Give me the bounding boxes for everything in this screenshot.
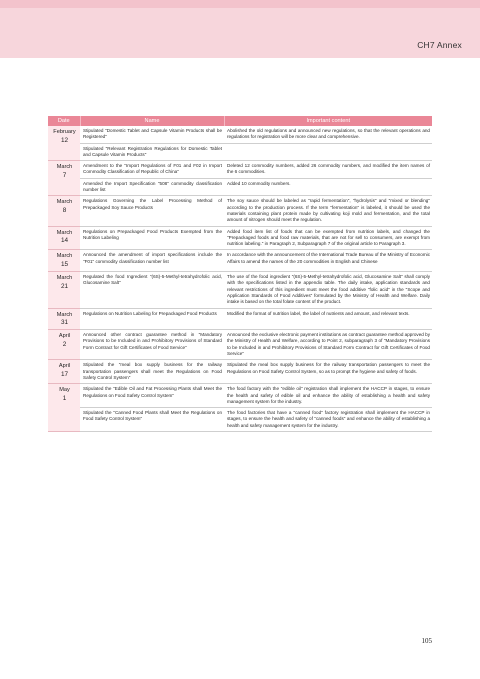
- table-row: [48, 178, 432, 196]
- content-cell: Added food item list of foods that can be exempted from nutrition labels, and changed the "Prepackaged foods and food raw materials, that are not for sell to consumers, are exempt from nutrition labeling." in Paragraph 2, Subparagraph 7 of the original article to Paragraph 3.: [224, 226, 432, 250]
- date-cell: [48, 384, 80, 432]
- date-cell: [48, 250, 80, 272]
- name-cell: Announced other contract guarantee method in "Mandatory Provisions to be Included in and Prohibitory Provisions of Standard Form Contract for Gift Certificates of Food Service": [80, 330, 224, 360]
- date-month: March: [56, 253, 73, 260]
- date-day: 15: [60, 261, 69, 269]
- date-cell: [48, 272, 80, 308]
- date-cell: [48, 161, 80, 196]
- column-header-date: Date: [48, 116, 80, 126]
- date-month: February: [53, 129, 76, 135]
- annex-table: [48, 116, 432, 432]
- content-cell: In accordance with the announcement of the International Trade Bureau of the Ministry of Economic Affairs to amend the names of the 20 commodities in English and Chinese: [224, 250, 432, 272]
- column-header-name: Name: [80, 116, 224, 126]
- name-cell: Amendment to the "Import Regulations of F01 and F02 in Import Commodity Classification of Republic of China": [80, 161, 224, 179]
- date-day: 17: [60, 370, 69, 378]
- date-cell: [48, 226, 80, 250]
- content-cell: Announced the exclusive electronic payment institutions as contract guarantee method approved by the Ministry of Health and Welfare, according to Point 2, subparagraph 3 of "Mandatory Provisions to be Included in and Prohibitory Provisions of Standard Form Contract for Gift Certificates of Food Service": [224, 330, 432, 360]
- name-cell: Announced the amendment of import specifications include the "F01" commodity classification number list: [80, 250, 224, 272]
- table-row: [48, 143, 432, 161]
- name-cell: Stipulated "Relevant Registration Regulations for Domestic Tablet and Capsule Vitamin Products": [80, 143, 224, 161]
- name-cell: Regulated the food Ingredient "(6S)-5-Methyl-tetrahydrofolic acid, Glucosamine Salt": [80, 272, 224, 308]
- date-day: 7: [62, 171, 67, 179]
- table-row: [48, 308, 432, 330]
- date-month: March: [56, 164, 73, 171]
- date-cell: [48, 308, 80, 330]
- date-day: 2: [62, 340, 67, 348]
- content-cell: [224, 143, 432, 161]
- date-month: April: [58, 333, 71, 340]
- content-cell: Abolished the old regulations and announced new regulations, so that the relevant operations and regulations for registration will be more clear and comprehensive.: [224, 126, 432, 143]
- date-month: April: [58, 363, 71, 370]
- annex-table-container: [48, 116, 432, 432]
- date-month: March: [56, 229, 73, 236]
- table-row: [48, 408, 432, 432]
- name-cell: Regulations on Nutrition Labeling for Prepackaged Food Products: [80, 308, 224, 330]
- content-cell: The use of the food ingredient "(6S)-5-Methyl-tetrahydrofolic acid, Glucosamine Salt" shall comply with the specifications listed in the appendix table. The daily intake, application standards and relevant restrictions of this ingredient must meet the food additive "folic acid" in the "Scope and Application Standards of Food Additives" formulated by the Ministry of Health and Welfare. Daily intake is based on the total folate content of the product.: [224, 272, 432, 308]
- name-cell: Stipulated the "meal box supply business for the railway transportation passengers shall meet the Regulations on Food Safety Control System": [80, 360, 224, 384]
- date-day: 31: [60, 319, 69, 327]
- name-cell: Stipulated "Domestic Tablet and Capsule Vitamin Products shall be Registered": [80, 126, 224, 143]
- table-row: [48, 250, 432, 272]
- column-header-content: Important content: [224, 116, 432, 126]
- date-cell: [48, 360, 80, 384]
- table-row: [48, 126, 432, 143]
- name-cell: Regulations on Prepackaged Food Products Exempted from the Nutrition Labeling: [80, 226, 224, 250]
- date-cell: [48, 330, 80, 360]
- date-month: March: [56, 311, 73, 318]
- table-row: [48, 226, 432, 250]
- table-row: [48, 384, 432, 408]
- header-stripe: [0, 0, 480, 8]
- name-cell: Amended the Import Specification "508" commodity classification number list: [80, 178, 224, 196]
- name-cell: Stipulated the "Edible Oil and Fat Processing Plants shall Meet the Regulations on Food Safety Control System": [80, 384, 224, 408]
- content-cell: The soy sauce should be labeled as "rapid fermentation", "hydrolysis" and "mixed or blending" according to the production process. If the term "fermentation" is labeled, it should be used the materials containing plant protein made by cultivating koji mold and fermentation, and the total amount of nitrogen should meet the regulation.: [224, 196, 432, 226]
- header-band: [0, 0, 480, 58]
- date-day: 12: [60, 136, 69, 144]
- table-row: [48, 161, 432, 179]
- name-cell: Regulations Governing the Label Processing Method of Prepackaged Soy Sauce Products: [80, 196, 224, 226]
- chapter-title: CH7 Annex: [417, 40, 462, 50]
- date-cell: [48, 196, 80, 226]
- content-cell: Modified the format of nutrition label, the label of nutrients and amount, and relevant texts.: [224, 308, 432, 330]
- date-cell: [48, 126, 80, 161]
- table-header-row: [48, 116, 432, 126]
- page-number: 105: [421, 637, 432, 645]
- date-day: 21: [60, 282, 69, 290]
- table-row: [48, 196, 432, 226]
- content-cell: Deleted 12 commodity numbers, added 26 commodity numbers, and modified the item names of the 6 commodities.: [224, 161, 432, 179]
- date-day: 14: [60, 237, 69, 245]
- date-month: March: [56, 199, 73, 206]
- content-cell: The food factories that have a "canned food" factory registration shall implement the HACCP in stages, to ensure the health and safety of "canned foods" and enhance the ability of establishing a health and safety management system for the industry.: [224, 408, 432, 432]
- content-cell: Added 10 commodity numbers.: [224, 178, 432, 196]
- date-day: 1: [62, 394, 67, 402]
- table-row: [48, 330, 432, 360]
- table-row: [48, 360, 432, 384]
- table-row: [48, 272, 432, 308]
- date-month: May: [59, 387, 70, 394]
- date-day: 8: [62, 206, 67, 214]
- name-cell: Stipulated the "Canned Food Plants shall Meet the Regulations on Food Safety Control System": [80, 408, 224, 432]
- content-cell: The food factory with the "edible oil" registration shall implement the HACCP in stages, to ensure the health and safety of edible oil and enhance the ability of establishing a health and safety management system for the industry.: [224, 384, 432, 408]
- content-cell: Stipulated the meal box supply business for the railway transportation passengers to meet the Regulations on Food Safety Control System, so as to prompt the hygiene and safety of foods.: [224, 360, 432, 384]
- date-month: March: [56, 275, 73, 282]
